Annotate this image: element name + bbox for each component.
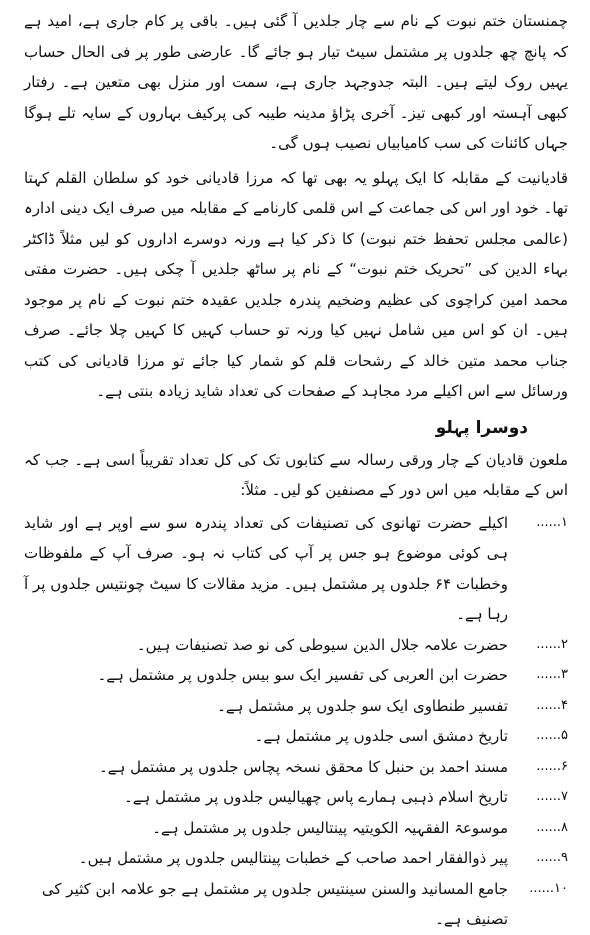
authors-list [24,508,568,935]
list-item-number: ۴...... [536,697,568,713]
list-item-text: تفسیر طنطاوی ایک سو جلدوں پر مشتمل ہے۔ [217,696,508,715]
list-item-number: ۳...... [536,667,568,682]
list-item-number: ۲...... [536,636,568,652]
list-item-text: تاریخ دمشق اسی جلدوں پر مشتمل ہے۔ [254,727,508,745]
list-item [24,813,568,844]
list-item [24,782,568,813]
list-item [24,630,568,661]
list-item-text: اکیلے حضرت تھانوی کی تصنیفات کی تعداد پندرہ سو سے اوپر ہے اور شاید ہی کوئی موضوع ہو جس پر آپ کی کتاب نہ ہو۔ صرف آپ کے ملفوظات وخطبات ۶۴ جلدوں پر مشتمل ہیں۔ مزید مقالات کا سیٹ چونتیس جلدوں پر آ رہا ہے۔ [24,513,508,623]
list-item-number: ۶...... [536,758,568,774]
list-item-number: ۵...... [536,728,568,743]
list-item-number: ۱۰...... [529,880,568,896]
list-item-text: مسند احمد بن حنبل کا محقق نسخہ پچاس جلدوں پر مشتمل ہے۔ [99,757,508,776]
paragraph-chamanistan: چمنستان ختم نبوت کے نام سے چار جلدیں آ گئی ہیں۔ باقی پر کام جاری ہے، امید ہے کہ پانچ چھ جلدوں پر مشتمل سیٹ تیار ہو جائے گا۔ عارضی طور پر فی الحال حساب یہیں روک لیتے ہیں۔ البتہ جدوجہد جاری ہے، سمت اور منزل بھی متعین ہے۔ رفتار کبھی آہستہ اور کبھی تیز۔ آخری پڑاؤ مدینہ طیبہ کی پرکیف بہاروں کے سایہ تلے ہوگا جہاں کائنات کی سب کامیابیاں نصیب ہوں گی۔ [24,12,568,152]
list-item-number: ۹...... [536,850,568,865]
list-item [24,721,568,752]
list-item [24,691,568,722]
list-item-text: جامع المسانید والسنن سینتیس جلدوں پر مشتمل ہے جو علامہ ابن کثیر کی تصنیف ہے۔ [41,879,508,928]
list-item-number: ۸...... [536,819,568,835]
list-item [24,752,568,783]
list-item-text: پیر ذوالفقار احمد صاحب کے خطبات پینتالیس جلدوں پر مشتمل ہیں۔ [78,849,508,867]
list-item [24,508,568,630]
paragraph-qadianiyat: قادیانیت کے مقابلہ کا ایک پہلو یہ بھی تھا کہ مرزا قادیانی خود کو سلطان القلم کہتا تھا۔ خود اور اس کی جماعت کے اس قلمی کارنامے کے مقابلہ میں صرف ایک دینی ادارہ (عالمی مجلس تحفظ ختم نبوت) کا ذکر کیا ہے ورنہ دوسرے اداروں کو لیں مثلاً ڈاکٹر بہاء الدین کی ”تحریک ختم نبوت“ کے نام پر ساٹھ جلدیں آ چکی ہیں۔ حضرت مفتی محمد امین کراچوی کی عظیم وضخیم پندرہ جلدیں عقیدہ ختم نبوت کے نام پر موجود ہیں۔ ان کو اس میں شامل نہیں کیا ورنہ تو حساب کہیں کا کہیں چلا جائے۔ صرف جناب محمد متین خالد کے رشحات قلم کو شمار کیا جائے تو مرزا قادیانی کی کتب ورسائل سے اس اکیلے مرد مجاہد کے صفحات کی تعداد شاید زیادہ بنتی ہے۔ [24,168,568,400]
list-item-text: حضرت ابن العربی کی تفسیر ایک سو بیس جلدوں پر مشتمل ہے۔ [97,666,508,684]
list-item-text: موسوعۃ الفقہیہ الکویتیہ پینتالیس جلدوں پر مشتمل ہے۔ [152,818,508,837]
list-item [24,660,568,691]
list-item [24,843,568,874]
list-item-number: ۱...... [536,514,568,530]
paragraph-intro: ملعون قادیان کے چار ورقی رسالہ سے کتابوں تک کی کل تعداد تقریباً اسی ہے۔ جب کہ اس کے مقابلہ میں اس دور کے مصنفین کو لیں۔ مثلاً: [24,450,568,499]
list-item-text: حضرت علامہ جلال الدین سیوطی کی نو صد تصنیفات ہیں۔ [136,635,508,654]
list-item-text: تاریخ اسلام ذہبی ہمارے پاس چھیالیس جلدوں پر مشتمل ہے۔ [123,788,508,806]
list-item [24,874,568,935]
section-heading: دوسرا پہلو [435,417,528,438]
list-item-number: ۷...... [536,789,568,804]
